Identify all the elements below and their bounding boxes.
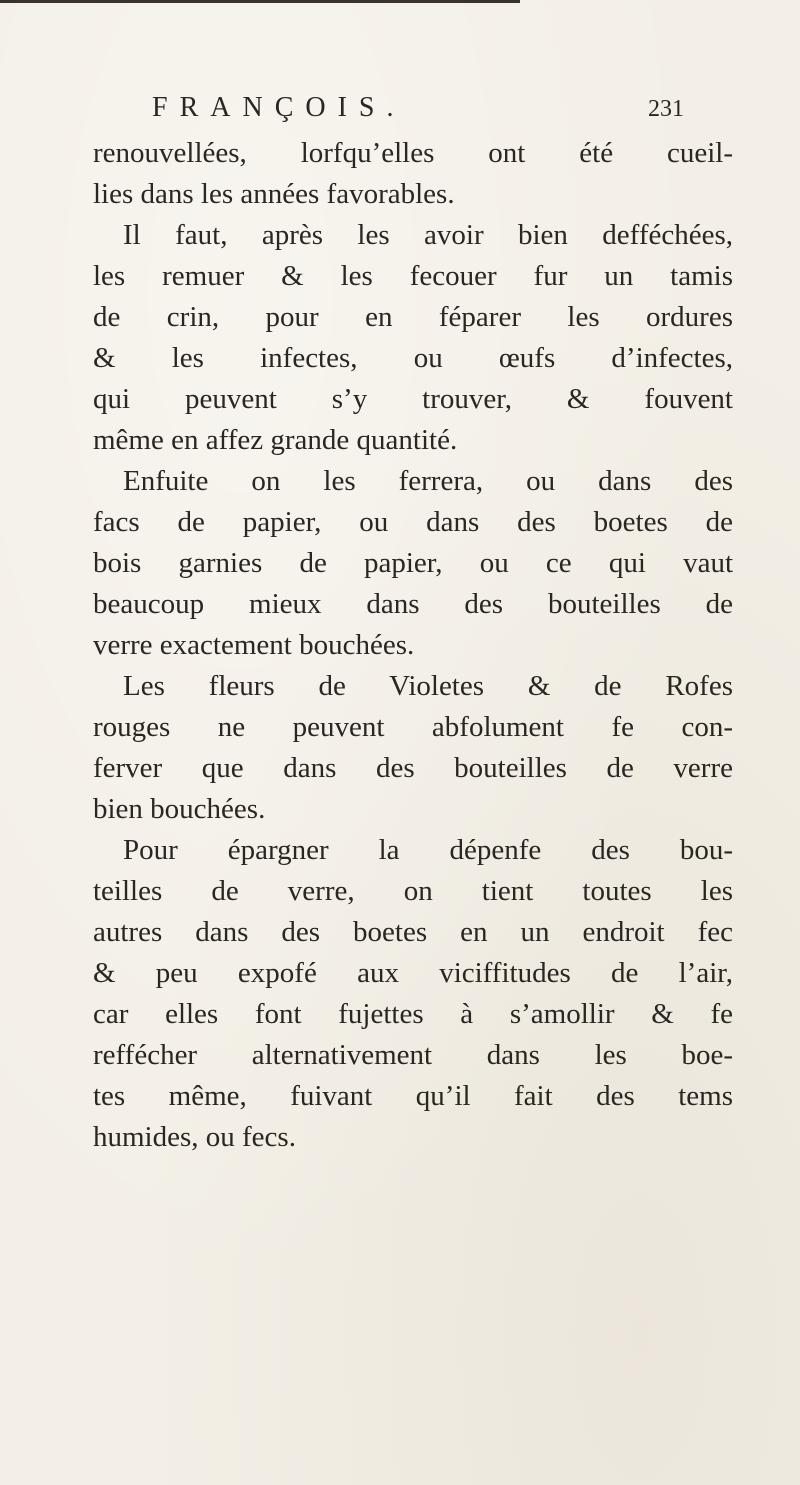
body-text [93,133,733,1158]
page-header [0,92,800,132]
text-line: Il faut, après les avoir bien defféchées, [123,219,733,251]
text-line: bien bouchées. [93,793,266,825]
text-line: rouges ne peuvent abfolument fe con- [93,711,733,743]
text-line: & peu expofé aux viciffitudes de l’air, [93,957,733,989]
page-number: 231 [648,96,684,122]
text-line: renouvellées, lorfqu’elles ont été cueil- [93,137,733,169]
text-line: les remuer & les fecouer fur un tamis [93,260,733,292]
text-line: reffécher alternativement dans les boe- [93,1039,733,1071]
text-line: & les infectes, ou œufs d’infectes, [93,342,733,374]
top-border-rule [0,0,520,3]
text-line: humides, ou fecs. [93,1121,296,1153]
text-line: autres dans des boetes en un endroit fec [93,916,733,948]
text-line: Pour épargner la dépenfe des bou- [123,834,733,866]
text-line: lies dans les années favorables. [93,178,455,210]
running-head: FRANÇOIS. [152,92,406,123]
text-line: Les fleurs de Violetes & de Rofes [123,670,733,702]
text-line: qui peuvent s’y trouver, & fouvent [93,383,733,415]
text-line: même en affez grande quantité. [93,424,458,456]
text-line: beaucoup mieux dans des bouteilles de [93,588,733,620]
text-line: bois garnies de papier, ou ce qui vaut [93,547,733,579]
text-line: teilles de verre, on tient toutes les [93,875,733,907]
text-line: Enfuite on les ferrera, ou dans des [123,465,733,497]
text-line: tes même, fuivant qu’il fait des tems [93,1080,733,1112]
text-line: facs de papier, ou dans des boetes de [93,506,733,538]
text-line: car elles font fujettes à s’amollir & fe [93,998,733,1030]
text-line: ferver que dans des bouteilles de verre [93,752,733,784]
text-line: verre exactement bouchées. [93,629,415,661]
text-line: de crin, pour en féparer les ordures [93,301,733,333]
